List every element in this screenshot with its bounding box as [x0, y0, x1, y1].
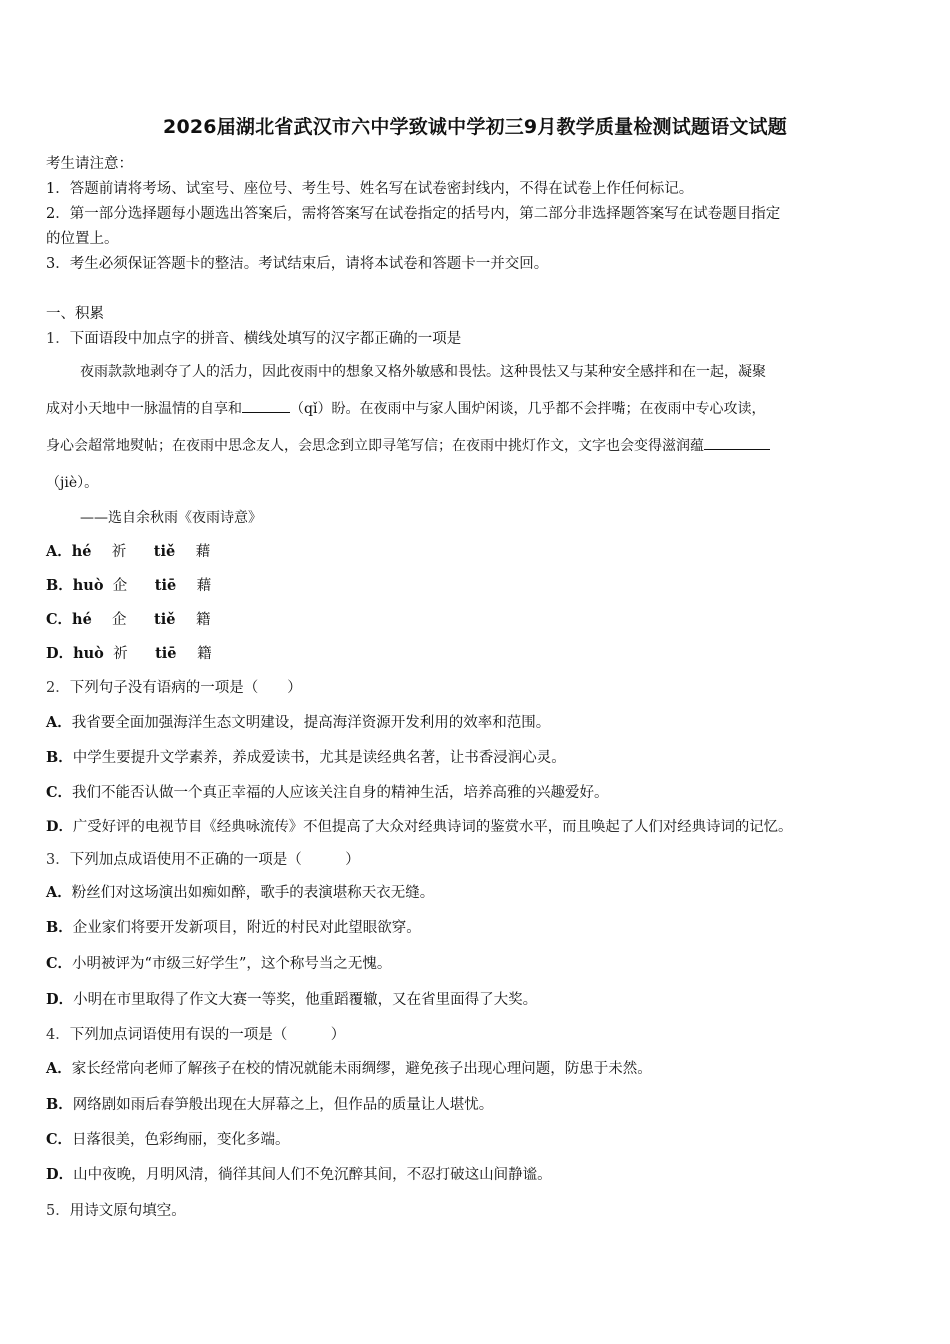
exam-title: 2026届湖北省武汉市六中学致诚中学初三9月教学质量检测试题语文试题 [163, 116, 787, 138]
option-cell: tiē [155, 645, 177, 662]
question-stem: 下列加点成语使用不正确的一项是（ ） [69, 852, 360, 868]
question-number: 5． [46, 1203, 70, 1219]
option-d[interactable] [46, 988, 537, 1009]
passage-source: ——选自余秋雨《夜雨诗意》 [80, 510, 262, 526]
option-d[interactable] [46, 642, 212, 663]
option-cell: 祈 [113, 646, 128, 662]
option-text: 小明被评为“市级三好学生”，这个称号当之无愧。 [72, 956, 392, 972]
option-d[interactable] [46, 815, 792, 836]
passage-line: （jiè）。 [46, 475, 99, 491]
option-cell: 藉 [196, 578, 212, 594]
option-text: 广受好评的电视节目《经典咏流传》不但提高了大众对经典诗词的鉴赏水平，而且唤起了人们对经典诗词的记忆。 [72, 819, 793, 835]
option-text: 山中夜晚，月明风清，徜徉其间人们不免沉醉其间，不忍打破这山间静谧。 [73, 1167, 552, 1183]
option-cell: 企 [112, 578, 128, 594]
option-label: C． [46, 955, 73, 972]
question-stem: 下面语段中加点字的拼音、横线处填写的汉字都正确的一项是 [69, 331, 462, 347]
option-a[interactable] [46, 540, 210, 561]
option-label: A． [46, 714, 72, 731]
notice-heading: 考生请注意： [46, 156, 133, 172]
option-cell: tiē [154, 577, 177, 594]
question-number: 2． [46, 680, 70, 696]
option-label: C． [46, 611, 73, 628]
option-b[interactable] [46, 574, 211, 595]
option-label: A． [46, 884, 72, 901]
option-b[interactable] [46, 746, 566, 767]
option-label: A． [46, 1060, 72, 1077]
option-c[interactable] [46, 608, 211, 629]
option-text: 我省要全面加强海洋生态文明建设，提高海洋资源开发利用的效率和范围。 [71, 715, 551, 731]
option-a[interactable] [46, 1057, 652, 1078]
option-cell: 籍 [197, 646, 212, 662]
fill-blank[interactable] [242, 398, 290, 413]
option-d[interactable] [46, 1163, 552, 1184]
option-c[interactable] [46, 952, 391, 973]
option-cell: 祈 [111, 544, 127, 560]
notice-item-2-cont: 的位置上。 [46, 231, 119, 247]
passage-line [46, 435, 902, 455]
option-label: B． [46, 577, 73, 594]
option-cell: hé [71, 543, 92, 560]
question-5 [46, 1199, 186, 1220]
option-text: 粉丝们对这场演出如痴如醉，歌手的表演堪称天衣无缝。 [71, 885, 435, 901]
option-cell: tiě [153, 543, 176, 560]
notice-item-2: 2．第一部分选择题每小题选出答案后，需将答案写在试卷指定的括号内，第二部分非选择题答案写在试卷题目指定 [46, 206, 781, 222]
option-label: A． [46, 543, 72, 560]
question-stem: 下列加点词语使用有误的一项是（ ） [69, 1027, 346, 1043]
option-label: D． [46, 645, 74, 662]
option-text: 网络剧如雨后春笋般出现在大屏幕之上，但作品的质量让人堪忧。 [72, 1097, 494, 1113]
option-text: 企业家们将要开发新项目，附近的村民对此望眼欲穿。 [72, 920, 421, 936]
option-label: B． [46, 919, 73, 936]
option-text: 中学生要提升文学素养，养成爱读书，尤其是读经典名著，让书香浸润心灵。 [72, 750, 566, 766]
option-cell: huò [72, 577, 104, 594]
notice-item-3: 3．考生必须保证答题卡的整洁。考试结束后，请将本试卷和答题卡一并交回。 [46, 256, 549, 272]
option-cell: tiě [154, 611, 176, 628]
option-text: 小明在市里取得了作文大赛一等奖，他重蹈覆辙，又在省里面得了大奖。 [73, 992, 538, 1008]
question-number: 3． [46, 852, 70, 868]
question-1 [46, 327, 461, 348]
option-b[interactable] [46, 916, 421, 937]
option-label: D． [46, 1166, 74, 1183]
option-label: D． [46, 991, 74, 1008]
option-text: 日落很美，色彩绚丽，变化多端。 [72, 1132, 290, 1148]
option-cell: 藉 [195, 544, 211, 560]
option-b[interactable] [46, 1093, 493, 1114]
question-stem: 用诗文原句填空。 [69, 1203, 186, 1219]
notice-item-1: 1．答题前请将考场、试室号、座位号、考生号、姓名写在试卷密封线内，不得在试卷上作任何标记。 [46, 181, 694, 197]
option-text: 我们不能否认做一个真正幸福的人应该关注自身的精神生活，培养高雅的兴趣爱好。 [72, 785, 609, 801]
question-4 [46, 1023, 345, 1044]
passage-line [46, 398, 902, 418]
option-c[interactable] [46, 1128, 290, 1149]
option-text: 家长经常向老师了解孩子在校的情况就能未雨绸缪，避免孩子出现心理问题，防患于未然。 [71, 1061, 652, 1077]
question-2 [46, 676, 302, 697]
option-cell: hé [72, 611, 92, 628]
option-a[interactable] [46, 711, 550, 732]
option-c[interactable] [46, 781, 609, 802]
option-label: C． [46, 784, 73, 801]
passage-text: 身心会超常地熨帖；在夜雨中思念友人，会思念到立即寻笔写信；在夜雨中挑灯作文，文字也会变得滋润蕴 [46, 438, 704, 454]
option-cell: huò [73, 645, 104, 662]
option-a[interactable] [46, 881, 434, 902]
option-label: D． [46, 818, 73, 835]
question-number: 4． [46, 1027, 70, 1043]
passage-line: 夜雨款款地剥夺了人的活力，因此夜雨中的想象又格外敏感和畏怯。这种畏怯又与某种安全感拌和在一起，凝聚 [80, 364, 766, 380]
question-stem: 下列句子没有语病的一项是（ ） [69, 680, 302, 696]
fill-blank[interactable] [704, 435, 770, 450]
passage-text: 成对小天地中一脉温情的自享和 [46, 401, 242, 417]
passage-text: （qǐ）盼。在夜雨中与家人围炉闲谈，几乎都不会拌嘴；在夜雨中专心攻读， [290, 401, 766, 417]
option-label: B． [46, 749, 73, 766]
option-cell: 籍 [196, 612, 211, 628]
option-label: B． [46, 1096, 73, 1113]
question-3 [46, 848, 360, 869]
option-label: C． [46, 1131, 73, 1148]
option-cell: 企 [112, 612, 127, 628]
section-heading: 一、积累 [46, 306, 104, 322]
question-number: 1． [46, 331, 70, 347]
